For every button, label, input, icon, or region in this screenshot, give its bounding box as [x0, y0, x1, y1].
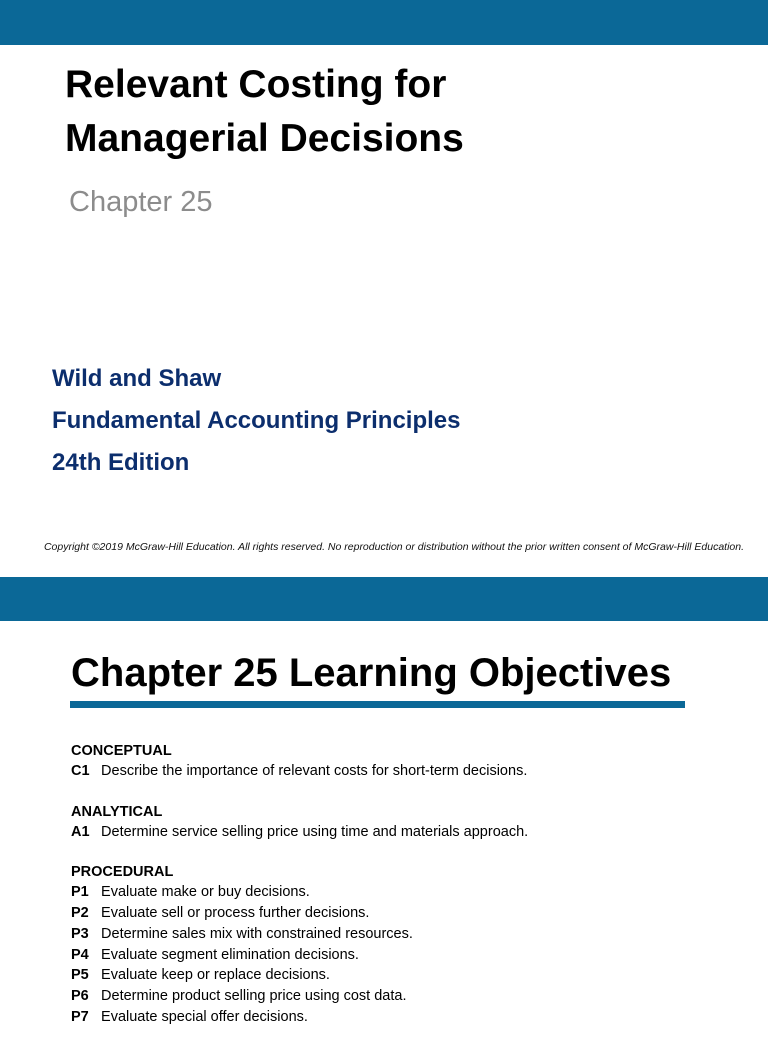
objective-code: P6: [71, 987, 89, 1004]
objective-code: P4: [71, 946, 89, 963]
objective-item: [71, 986, 731, 1007]
objective-item: [71, 924, 731, 945]
objective-item: [71, 945, 731, 966]
objective-text: Evaluate special offer decisions.: [97, 1008, 308, 1025]
objective-code: P5: [71, 967, 89, 984]
objective-item: [71, 1007, 731, 1028]
objective-text: Evaluate keep or replace decisions.: [97, 967, 330, 984]
objective-text: Determine sales mix with constrained resources.: [97, 925, 413, 942]
objective-group-procedural: [71, 862, 731, 1027]
title-line-2: Managerial Decisions: [65, 117, 464, 160]
authors-line: Wild and Shaw: [52, 365, 222, 392]
objective-code: P7: [71, 1008, 89, 1025]
objective-group-heading: PROCEDURAL: [71, 864, 174, 881]
objectives-list: [71, 741, 731, 1047]
objective-text: Describe the importance of relevant costs for short-term decisions.: [97, 763, 528, 779]
slide-title: [65, 58, 464, 166]
copyright-notice: Copyright ©2019 McGraw-Hill Education. All rights reserved. No reproduction or distribution without the prior written consent of McGraw-Hill Education.: [43, 541, 745, 553]
objective-text: Determine product selling price using cost data.: [97, 987, 407, 1004]
objective-item: [71, 882, 731, 903]
objective-code: C1: [71, 763, 90, 779]
chapter-subtitle: Chapter 25: [69, 186, 213, 218]
objective-text: Evaluate segment elimination decisions.: [97, 946, 359, 963]
objective-item: [71, 761, 731, 782]
objective-text: Determine service selling price using time and materials approach.: [97, 823, 529, 840]
book-info: [52, 358, 461, 484]
objective-text: Evaluate sell or process further decisions.: [97, 905, 370, 922]
book-title-line: Fundamental Accounting Principles: [52, 407, 461, 434]
objective-code: P1: [71, 884, 89, 901]
objective-code: P3: [71, 925, 89, 942]
section-banner: [0, 577, 768, 621]
objective-group-heading: CONCEPTUAL: [71, 743, 172, 759]
objective-code: A1: [71, 823, 90, 840]
edition-line: 24th Edition: [52, 449, 190, 476]
objective-code: P2: [71, 905, 89, 922]
title-underline: [70, 701, 685, 708]
top-banner: [0, 0, 768, 45]
objective-text: Evaluate make or buy decisions.: [97, 884, 310, 901]
objective-item: [71, 822, 731, 843]
objective-item: [71, 903, 731, 924]
objective-group-heading: ANALYTICAL: [71, 803, 163, 820]
objective-item: [71, 965, 731, 986]
objectives-title: Chapter 25 Learning Objectives: [71, 651, 672, 695]
title-line-1: Relevant Costing for: [65, 63, 447, 106]
objective-group-conceptual: [71, 741, 731, 782]
objective-group-analytical: [71, 802, 731, 843]
